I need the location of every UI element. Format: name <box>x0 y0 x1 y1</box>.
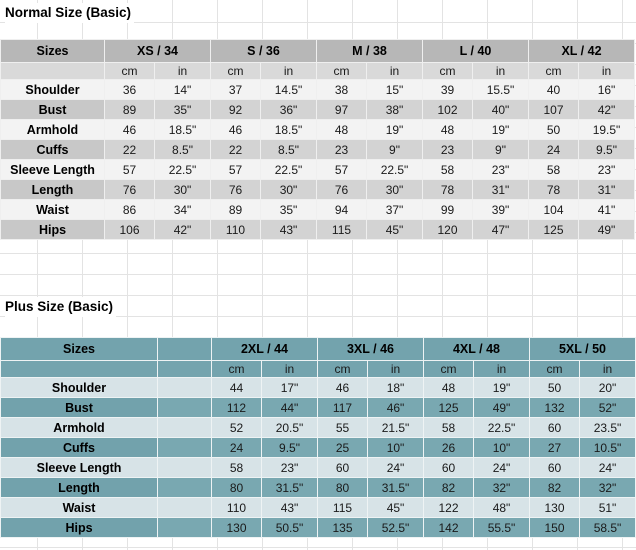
value-in-cell: 31.5" <box>368 478 424 498</box>
value-cm-cell: 25 <box>318 438 368 458</box>
value-in-cell: 14" <box>155 80 211 100</box>
value-in-cell: 14.5" <box>261 80 317 100</box>
unit-cm-header: cm <box>212 361 262 378</box>
value-in-cell: 23" <box>262 458 318 478</box>
value-cm-cell: 48 <box>317 120 367 140</box>
value-cm-cell: 40 <box>529 80 579 100</box>
measurement-row <box>1 438 636 458</box>
value-cm-cell: 60 <box>530 458 580 478</box>
spacer-cell <box>158 438 212 458</box>
value-in-cell: 18.5" <box>155 120 211 140</box>
spacer-cell <box>158 458 212 478</box>
units-label-spacer <box>1 63 105 80</box>
value-cm-cell: 58 <box>212 458 262 478</box>
value-cm-cell: 125 <box>529 220 579 240</box>
value-cm-cell: 58 <box>424 418 474 438</box>
value-in-cell: 8.5" <box>261 140 317 160</box>
value-cm-cell: 60 <box>424 458 474 478</box>
measurement-row <box>1 398 636 418</box>
value-in-cell: 23.5" <box>580 418 636 438</box>
units-row <box>1 361 636 378</box>
normal-size-table <box>0 39 635 240</box>
value-in-cell: 24" <box>368 458 424 478</box>
unit-in-header: in <box>262 361 318 378</box>
size-column-header: M / 38 <box>317 40 423 63</box>
value-in-cell: 19" <box>473 120 529 140</box>
measurement-row <box>1 160 635 180</box>
value-in-cell: 47" <box>473 220 529 240</box>
unit-in-header: in <box>474 361 530 378</box>
measurement-row <box>1 418 636 438</box>
measurement-row <box>1 498 636 518</box>
size-column-header: XL / 42 <box>529 40 635 63</box>
value-in-cell: 15.5" <box>473 80 529 100</box>
value-cm-cell: 57 <box>211 160 261 180</box>
normal-size-title: Normal Size (Basic) <box>5 3 134 23</box>
value-in-cell: 40" <box>473 100 529 120</box>
value-cm-cell: 57 <box>105 160 155 180</box>
unit-in-header: in <box>368 361 424 378</box>
value-in-cell: 52.5" <box>368 518 424 538</box>
value-in-cell: 22.5" <box>261 160 317 180</box>
value-in-cell: 19" <box>474 378 530 398</box>
value-in-cell: 50.5" <box>262 518 318 538</box>
plus-size-table <box>0 337 636 538</box>
unit-in-header: in <box>579 63 635 80</box>
sizes-header-cell: Sizes <box>1 40 105 63</box>
value-in-cell: 10" <box>368 438 424 458</box>
spacer-cell <box>158 478 212 498</box>
value-cm-cell: 37 <box>211 80 261 100</box>
spacer-cell <box>158 361 212 378</box>
value-in-cell: 10.5" <box>580 438 636 458</box>
value-cm-cell: 150 <box>530 518 580 538</box>
measurement-row <box>1 180 635 200</box>
unit-in-header: in <box>367 63 423 80</box>
value-in-cell: 8.5" <box>155 140 211 160</box>
value-in-cell: 36" <box>261 100 317 120</box>
measurement-row-label: Armhold <box>1 120 105 140</box>
value-in-cell: 32" <box>580 478 636 498</box>
value-in-cell: 52" <box>580 398 636 418</box>
value-in-cell: 9" <box>473 140 529 160</box>
spacer-cell <box>158 398 212 418</box>
value-cm-cell: 60 <box>530 418 580 438</box>
value-cm-cell: 57 <box>317 160 367 180</box>
value-cm-cell: 110 <box>211 220 261 240</box>
value-in-cell: 20" <box>580 378 636 398</box>
size-header-row <box>1 40 635 63</box>
sizes-header-cell: Sizes <box>1 338 158 361</box>
units-label-spacer <box>1 361 158 378</box>
measurement-row <box>1 378 636 398</box>
value-cm-cell: 46 <box>105 120 155 140</box>
size-column-header: L / 40 <box>423 40 529 63</box>
value-cm-cell: 89 <box>211 200 261 220</box>
value-cm-cell: 22 <box>211 140 261 160</box>
size-column-header: S / 36 <box>211 40 317 63</box>
measurement-row <box>1 80 635 100</box>
unit-in-header: in <box>473 63 529 80</box>
measurement-row <box>1 518 636 538</box>
value-in-cell: 58.5" <box>580 518 636 538</box>
value-cm-cell: 80 <box>318 478 368 498</box>
value-in-cell: 41" <box>579 200 635 220</box>
value-in-cell: 30" <box>155 180 211 200</box>
value-in-cell: 16" <box>579 80 635 100</box>
value-in-cell: 22.5" <box>367 160 423 180</box>
plus-size-title: Plus Size (Basic) <box>5 297 116 317</box>
value-cm-cell: 76 <box>105 180 155 200</box>
value-in-cell: 32" <box>474 478 530 498</box>
value-cm-cell: 94 <box>317 200 367 220</box>
value-cm-cell: 102 <box>423 100 473 120</box>
spacer-cell <box>158 518 212 538</box>
value-cm-cell: 99 <box>423 200 473 220</box>
unit-cm-header: cm <box>105 63 155 80</box>
value-in-cell: 55.5" <box>474 518 530 538</box>
value-cm-cell: 48 <box>424 378 474 398</box>
value-in-cell: 49" <box>474 398 530 418</box>
spacer-cell <box>158 338 212 361</box>
value-cm-cell: 36 <box>105 80 155 100</box>
value-cm-cell: 26 <box>424 438 474 458</box>
value-in-cell: 31.5" <box>262 478 318 498</box>
value-in-cell: 30" <box>367 180 423 200</box>
value-cm-cell: 122 <box>424 498 474 518</box>
measurement-row <box>1 200 635 220</box>
value-in-cell: 22.5" <box>474 418 530 438</box>
units-row <box>1 63 635 80</box>
value-in-cell: 18.5" <box>261 120 317 140</box>
value-cm-cell: 23 <box>317 140 367 160</box>
measurement-row-label: Cuffs <box>1 438 158 458</box>
value-cm-cell: 115 <box>318 498 368 518</box>
unit-in-header: in <box>580 361 636 378</box>
value-in-cell: 22.5" <box>155 160 211 180</box>
value-cm-cell: 46 <box>318 378 368 398</box>
value-in-cell: 45" <box>367 220 423 240</box>
measurement-row-label: Hips <box>1 220 105 240</box>
unit-cm-header: cm <box>211 63 261 80</box>
value-cm-cell: 78 <box>529 180 579 200</box>
unit-cm-header: cm <box>318 361 368 378</box>
value-in-cell: 19" <box>367 120 423 140</box>
value-in-cell: 35" <box>155 100 211 120</box>
value-in-cell: 34" <box>155 200 211 220</box>
value-cm-cell: 97 <box>317 100 367 120</box>
spacer-cell <box>158 418 212 438</box>
size-column-header: 4XL / 48 <box>424 338 530 361</box>
size-column-header: 3XL / 46 <box>318 338 424 361</box>
value-cm-cell: 82 <box>530 478 580 498</box>
value-cm-cell: 130 <box>530 498 580 518</box>
value-cm-cell: 130 <box>212 518 262 538</box>
value-in-cell: 51" <box>580 498 636 518</box>
value-in-cell: 49" <box>579 220 635 240</box>
value-cm-cell: 115 <box>317 220 367 240</box>
value-cm-cell: 104 <box>529 200 579 220</box>
unit-cm-header: cm <box>424 361 474 378</box>
measurement-row-label: Sleeve Length <box>1 160 105 180</box>
value-cm-cell: 27 <box>530 438 580 458</box>
unit-in-header: in <box>261 63 317 80</box>
value-cm-cell: 107 <box>529 100 579 120</box>
measurement-row <box>1 140 635 160</box>
unit-in-header: in <box>155 63 211 80</box>
size-column-header: 2XL / 44 <box>212 338 318 361</box>
value-cm-cell: 92 <box>211 100 261 120</box>
value-cm-cell: 82 <box>424 478 474 498</box>
size-header-row <box>1 338 636 361</box>
value-cm-cell: 76 <box>317 180 367 200</box>
measurement-row-label: Length <box>1 180 105 200</box>
measurement-row <box>1 220 635 240</box>
measurement-row <box>1 458 636 478</box>
value-cm-cell: 89 <box>105 100 155 120</box>
value-cm-cell: 142 <box>424 518 474 538</box>
value-cm-cell: 117 <box>318 398 368 418</box>
value-cm-cell: 52 <box>212 418 262 438</box>
value-cm-cell: 55 <box>318 418 368 438</box>
value-cm-cell: 48 <box>423 120 473 140</box>
value-cm-cell: 132 <box>530 398 580 418</box>
value-in-cell: 42" <box>155 220 211 240</box>
value-cm-cell: 24 <box>212 438 262 458</box>
spacer-cell <box>158 498 212 518</box>
value-cm-cell: 86 <box>105 200 155 220</box>
unit-cm-header: cm <box>423 63 473 80</box>
value-in-cell: 23" <box>579 160 635 180</box>
value-cm-cell: 135 <box>318 518 368 538</box>
value-in-cell: 24" <box>580 458 636 478</box>
value-in-cell: 21.5" <box>368 418 424 438</box>
measurement-row-label: Length <box>1 478 158 498</box>
size-column-header: XS / 34 <box>105 40 211 63</box>
size-column-header: 5XL / 50 <box>530 338 636 361</box>
value-cm-cell: 46 <box>211 120 261 140</box>
measurement-row <box>1 478 636 498</box>
value-cm-cell: 112 <box>212 398 262 418</box>
unit-cm-header: cm <box>530 361 580 378</box>
value-cm-cell: 60 <box>318 458 368 478</box>
value-cm-cell: 76 <box>211 180 261 200</box>
value-in-cell: 37" <box>367 200 423 220</box>
value-in-cell: 17" <box>262 378 318 398</box>
measurement-row-label: Bust <box>1 398 158 418</box>
value-in-cell: 48" <box>474 498 530 518</box>
measurement-row-label: Armhold <box>1 418 158 438</box>
value-cm-cell: 80 <box>212 478 262 498</box>
value-in-cell: 9.5" <box>579 140 635 160</box>
value-in-cell: 9.5" <box>262 438 318 458</box>
value-cm-cell: 110 <box>212 498 262 518</box>
value-in-cell: 23" <box>473 160 529 180</box>
value-in-cell: 46" <box>368 398 424 418</box>
value-cm-cell: 44 <box>212 378 262 398</box>
value-cm-cell: 125 <box>424 398 474 418</box>
measurement-row-label: Waist <box>1 498 158 518</box>
value-in-cell: 38" <box>367 100 423 120</box>
measurement-row <box>1 120 635 140</box>
value-in-cell: 45" <box>368 498 424 518</box>
value-in-cell: 31" <box>473 180 529 200</box>
value-in-cell: 20.5" <box>262 418 318 438</box>
measurement-row-label: Shoulder <box>1 80 105 100</box>
measurement-row-label: Sleeve Length <box>1 458 158 478</box>
value-in-cell: 31" <box>579 180 635 200</box>
value-cm-cell: 120 <box>423 220 473 240</box>
value-in-cell: 44" <box>262 398 318 418</box>
value-in-cell: 42" <box>579 100 635 120</box>
value-in-cell: 15" <box>367 80 423 100</box>
measurement-row-label: Cuffs <box>1 140 105 160</box>
value-cm-cell: 22 <box>105 140 155 160</box>
value-cm-cell: 39 <box>423 80 473 100</box>
measurement-row <box>1 100 635 120</box>
value-in-cell: 43" <box>261 220 317 240</box>
value-cm-cell: 78 <box>423 180 473 200</box>
value-cm-cell: 50 <box>529 120 579 140</box>
measurement-row-label: Shoulder <box>1 378 158 398</box>
value-in-cell: 30" <box>261 180 317 200</box>
value-in-cell: 39" <box>473 200 529 220</box>
value-cm-cell: 24 <box>529 140 579 160</box>
measurement-row-label: Hips <box>1 518 158 538</box>
value-cm-cell: 50 <box>530 378 580 398</box>
value-in-cell: 35" <box>261 200 317 220</box>
value-in-cell: 18" <box>368 378 424 398</box>
value-in-cell: 9" <box>367 140 423 160</box>
measurement-row-label: Bust <box>1 100 105 120</box>
value-cm-cell: 58 <box>423 160 473 180</box>
unit-cm-header: cm <box>317 63 367 80</box>
value-in-cell: 24" <box>474 458 530 478</box>
value-in-cell: 43" <box>262 498 318 518</box>
value-cm-cell: 23 <box>423 140 473 160</box>
value-in-cell: 10" <box>474 438 530 458</box>
value-cm-cell: 106 <box>105 220 155 240</box>
value-cm-cell: 38 <box>317 80 367 100</box>
measurement-row-label: Waist <box>1 200 105 220</box>
value-in-cell: 19.5" <box>579 120 635 140</box>
unit-cm-header: cm <box>529 63 579 80</box>
value-cm-cell: 58 <box>529 160 579 180</box>
spacer-cell <box>158 378 212 398</box>
